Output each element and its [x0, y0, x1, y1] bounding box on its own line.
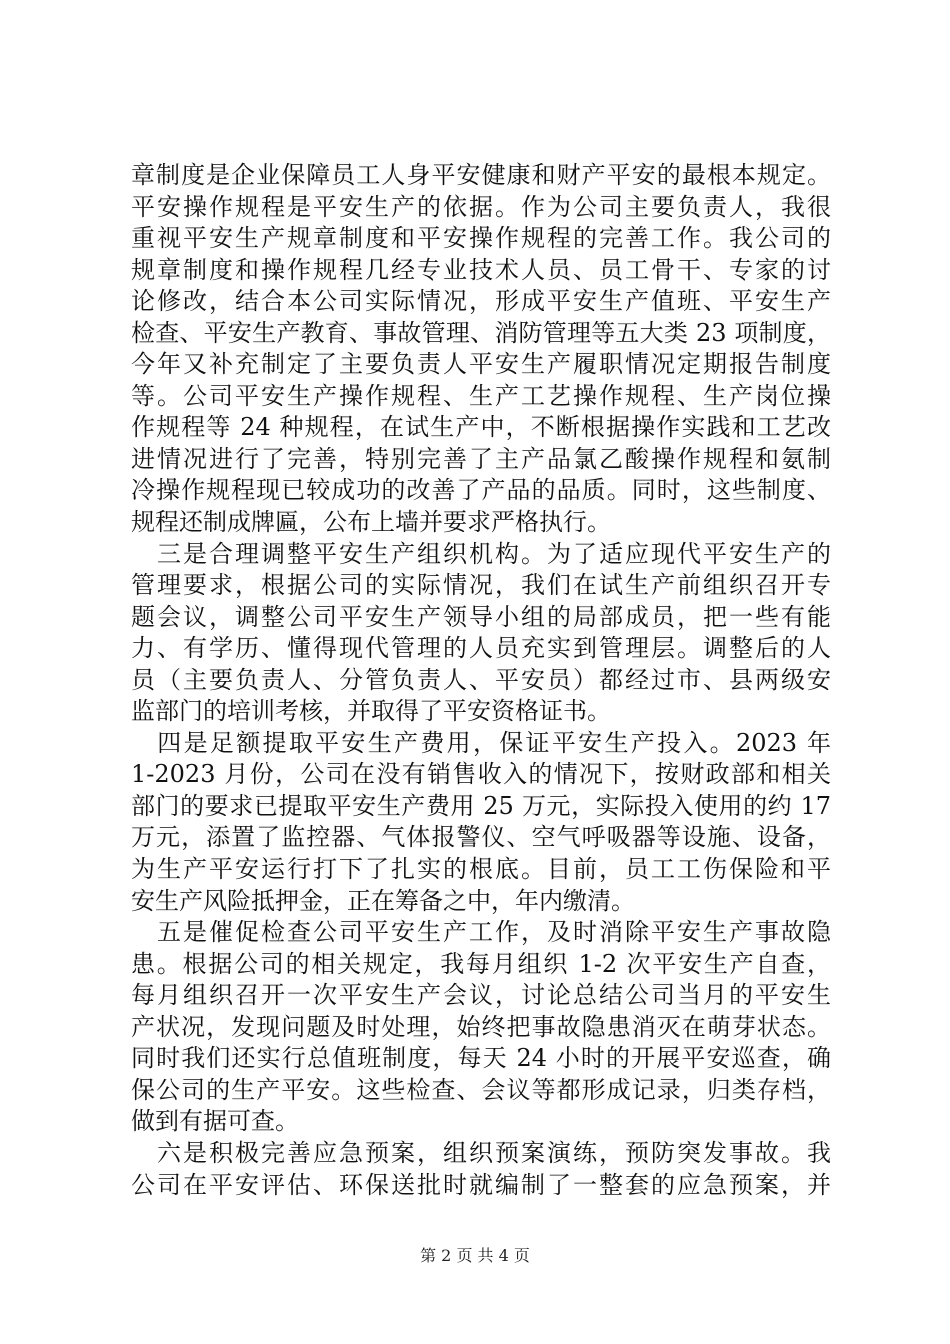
text-line: 五是催促检查公司平安生产工作，及时消除平安生产事故隐 — [131, 918, 831, 947]
text-line: 检查、平安生产教育、事故管理、消防管理等五大类 23 项制度， — [131, 318, 831, 347]
text-line: 重视平安生产规章制度和平安操作规程的完善工作。我公司的 — [131, 224, 831, 253]
text-line: 等。公司平安生产操作规程、生产工艺操作规程、生产岗位操 — [131, 381, 831, 410]
text-line: 1-2023 月份，公司在没有销售收入的情况下，按财政部和相关 — [131, 760, 831, 789]
text-line: 管理要求，根据公司的实际情况，我们在试生产前组织召开专 — [131, 571, 831, 600]
text-line: 保公司的生产平安。这些检查、会议等都形成记录，归类存档， — [131, 1075, 831, 1104]
text-line: 规程还制成牌匾，公布上墙并要求严格执行。 — [131, 508, 611, 537]
text-line: 四是足额提取平安生产费用，保证平安生产投入。2023 年 — [131, 728, 831, 757]
text-line: 论修改，结合本公司实际情况，形成平安生产值班、平安生产 — [131, 287, 831, 316]
text-line: 每月组织召开一次平安生产会议，讨论总结公司当月的平安生 — [131, 981, 831, 1010]
text-line: 冷操作规程现已较成功的改善了产品的品质。同时，这些制度、 — [131, 476, 831, 505]
text-line: 公司在平安评估、环保送批时就编制了一整套的应急预案，并 — [131, 1170, 831, 1199]
text-line: 平安操作规程是平安生产的依据。作为公司主要负责人，我很 — [131, 192, 831, 221]
text-line: 三是合理调整平安生产组织机构。为了适应现代平安生产的 — [131, 539, 831, 568]
text-line: 产状况，发现问题及时处理，始终把事故隐患消灭在萌芽状态。 — [131, 1012, 831, 1041]
document-body — [131, 160, 831, 1201]
text-line: 规章制度和操作规程几经专业技术人员、员工骨干、专家的讨 — [131, 255, 831, 284]
text-line: 万元，添置了监控器、气体报警仪、空气呼吸器等设施、设备， — [131, 823, 831, 852]
text-line: 力、有学历、懂得现代管理的人员充实到管理层。调整后的人 — [131, 634, 831, 663]
text-line: 做到有据可查。 — [131, 1107, 299, 1136]
text-line: 作规程等 24 种规程，在试生产中，不断根据操作实践和工艺改 — [131, 413, 831, 442]
text-line: 题会议，调整公司平安生产领导小组的局部成员，把一些有能 — [131, 602, 831, 631]
text-line: 安生产风险抵押金，正在筹备之中，年内缴清。 — [131, 886, 635, 915]
text-line: 监部门的培训考核，并取得了平安资格证书。 — [131, 697, 611, 726]
text-line: 员（主要负责人、分管负责人、平安员）都经过市、县两级安 — [131, 665, 831, 694]
text-line: 为生产平安运行打下了扎实的根底。目前，员工工伤保险和平 — [131, 855, 831, 884]
text-line: 进情况进行了完善，特别完善了主产品氯乙酸操作规程和氨制 — [131, 444, 831, 473]
page-footer: 第 2 页 共 4 页 — [420, 1246, 530, 1265]
text-line: 章制度是企业保障员工人身平安健康和财产平安的最根本规定。 — [131, 161, 831, 189]
text-line: 同时我们还实行总值班制度，每天 24 小时的开展平安巡查，确 — [131, 1044, 831, 1073]
text-line: 今年又补充制定了主要负责人平安生产履职情况定期报告制度 — [131, 350, 831, 379]
text-line: 部门的要求已提取平安生产费用 25 万元，实际投入使用的约 17 — [131, 791, 831, 820]
text-line: 患。根据公司的相关规定，我每月组织 1-2 次平安生产自查， — [131, 949, 831, 978]
text-line: 六是积极完善应急预案，组织预案演练，预防突发事故。我 — [131, 1138, 831, 1167]
